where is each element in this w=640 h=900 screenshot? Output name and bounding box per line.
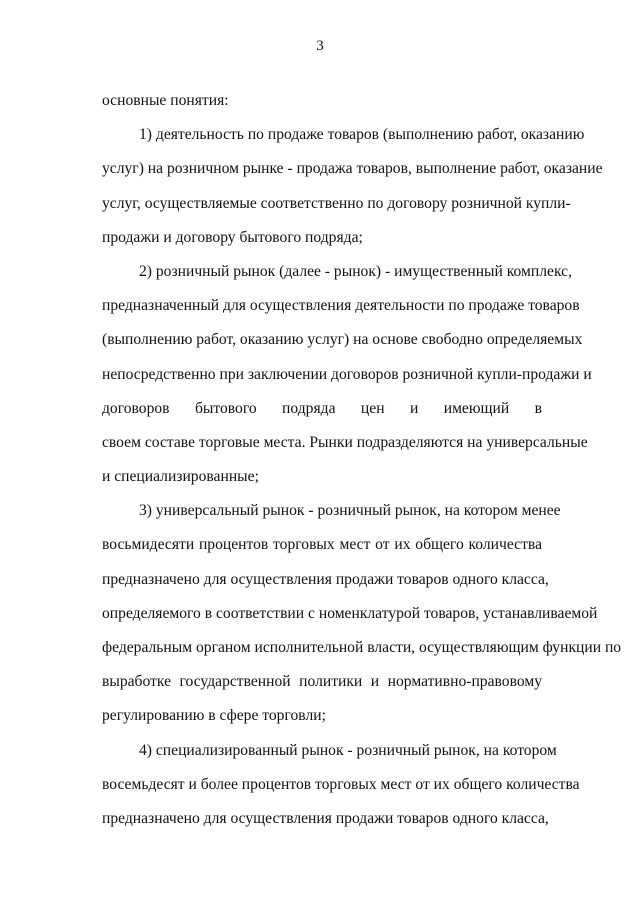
text-line: предназначено для осуществления продажи товаров одного класса,: [102, 809, 549, 827]
text-line: регулированию в сфере торговли;: [102, 707, 326, 725]
text-line: предназначено для осуществления продажи товаров одного класса,: [102, 570, 549, 588]
text-line: восьмидесяти процентов торговых мест от их общего количества: [102, 536, 542, 554]
text-line: своем составе торговые места. Рынки подразделяются на универсальные: [102, 433, 588, 451]
text-line: и специализированные;: [102, 468, 259, 486]
text-line: основные понятия:: [102, 92, 229, 109]
text-line: услуг, осуществляемые соответственно по договору розничной купли-: [102, 194, 571, 212]
text-line: восемьдесят и более процентов торговых мест от их общего количества: [102, 775, 580, 793]
page-number: 3: [316, 38, 324, 54]
text-line: услуг) на розничном рынке - продажа товаров, выполнение работ, оказание: [102, 160, 603, 178]
text-line: 2) розничный рынок (далее - рынок) - имущественный комплекс,: [139, 262, 572, 280]
text-line: непосредственно при заключении договоров розничной купли-продажи и: [102, 365, 592, 383]
text-line: 3) универсальный рынок - розничный рынок, на котором менее: [139, 502, 561, 520]
document-text: [102, 84, 622, 836]
text-line: определяемого в соответствии с номенклатурой товаров, устанавливаемой: [102, 604, 598, 622]
text-line: выработке государственной политики и нормативно-правовому: [102, 673, 542, 691]
text-line: 1) деятельность по продаже товаров (выполнению работ, оказанию: [139, 126, 585, 144]
text-line: 4) специализированный рынок - розничный рынок, на котором: [139, 741, 557, 759]
text-line: федеральным органом исполнительной власти, осуществляющим функции по: [102, 639, 622, 656]
text-line: договоров бытового подряда цен и имеющий в: [102, 399, 542, 417]
text-line: предназначенный для осуществления деятельности по продаже товаров: [102, 297, 580, 315]
text-line: продажи и договору бытового подряда;: [102, 228, 363, 246]
text-line: (выполнению работ, оказанию услуг) на основе свободно определяемых: [102, 331, 583, 349]
